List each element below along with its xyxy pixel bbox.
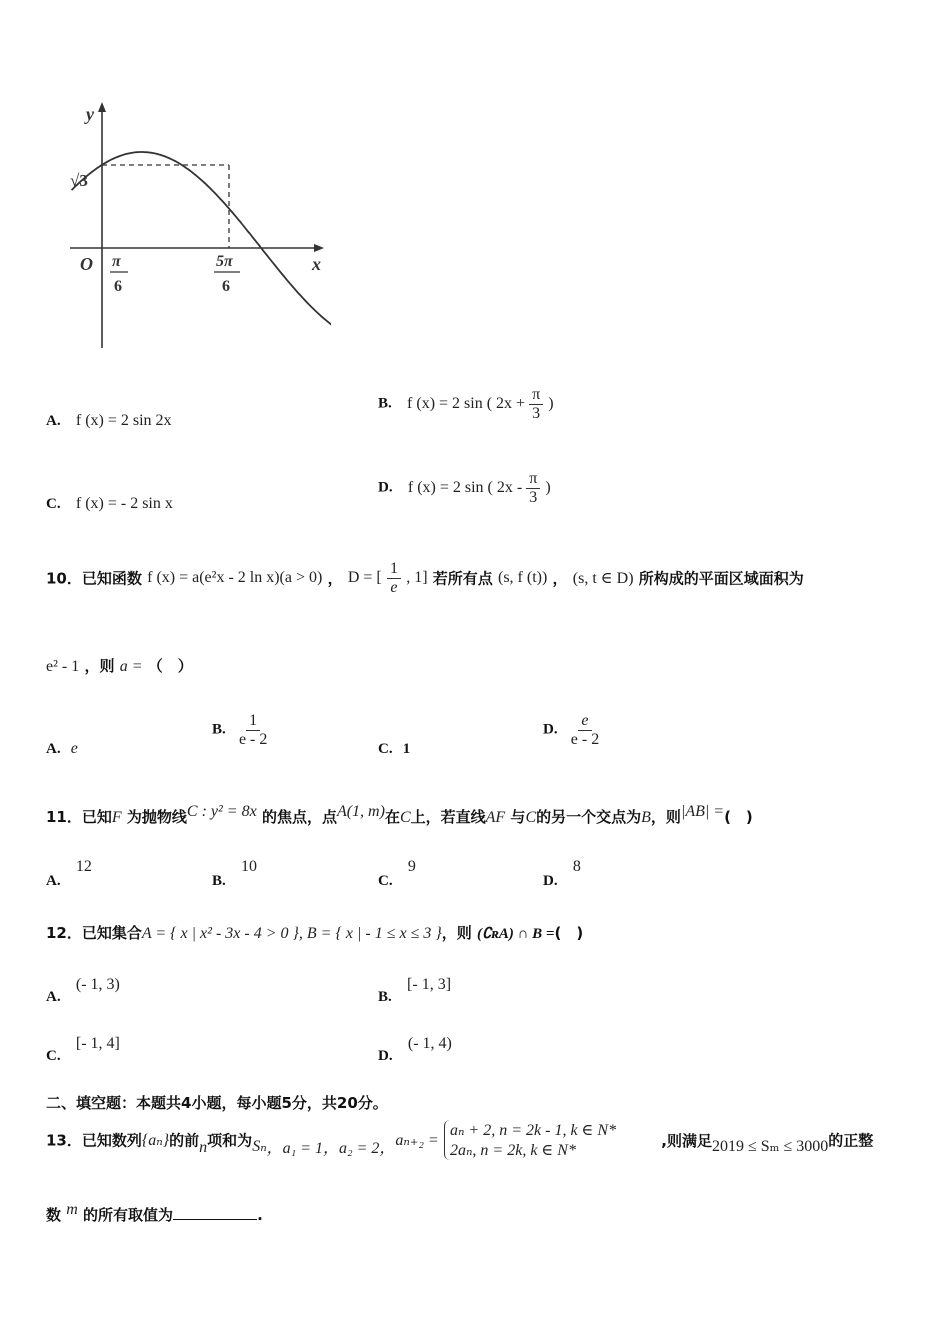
q13-t1: 的前 — [169, 1131, 200, 1150]
q10-point: (s, f (t)) — [498, 569, 548, 587]
answer-blank[interactable] — [173, 1205, 257, 1220]
option-fraction — [568, 712, 602, 748]
q12-set-b: , B = { x | - 1 ≤ x ≤ 3 } — [298, 925, 442, 942]
q9-option-a[interactable] — [46, 410, 172, 430]
fraction-denominator: e - 2 — [570, 730, 600, 748]
q11-t5: 与 — [510, 808, 526, 826]
option-text: 9 — [407, 858, 416, 875]
option-pre: f (x) = 2 sin ( 2x + — [407, 395, 530, 413]
option-letter: B. — [212, 873, 226, 889]
q11-number: 11．已知 — [46, 808, 112, 826]
q10-option-b[interactable] — [212, 712, 270, 748]
option-text: (- 1, 3) — [75, 976, 120, 993]
q11-option-b[interactable] — [212, 856, 258, 889]
q11-f: F — [111, 809, 122, 826]
option-letter: D. — [378, 1048, 393, 1064]
option-text: 1 — [402, 741, 411, 757]
q11-b: B — [641, 809, 651, 826]
q10-option-d[interactable] — [543, 712, 602, 748]
q9-option-c[interactable] — [46, 493, 173, 513]
q10-text1: 若所有点 — [432, 569, 493, 588]
q13-seq: {aₙ} — [141, 1132, 170, 1149]
option-text: e — [70, 740, 78, 757]
q10-domain-post: , 1] — [406, 569, 428, 587]
q10-paren: （ ） — [147, 657, 193, 675]
x-tick-1-num: π — [112, 253, 121, 270]
q13-t4: 的正整 — [828, 1131, 874, 1150]
option-post: ) — [545, 479, 551, 497]
q11-option-c[interactable] — [378, 856, 416, 889]
option-fraction — [526, 470, 540, 506]
q10-domain-fraction — [387, 560, 401, 596]
option-text: [- 1, 3] — [407, 976, 452, 993]
option-letter: B. — [378, 989, 392, 1005]
q13-case-1: aₙ + 2, n = 2k - 1, k ∈ N* — [449, 1122, 617, 1139]
option-pre: f (x) = 2 sin ( 2x - — [407, 479, 527, 497]
option-text: 8 — [572, 858, 581, 875]
x-tick-2-num: 5π — [216, 253, 233, 270]
q13-inequality: 2019 ≤ Sₘ ≤ 3000 — [712, 1138, 829, 1155]
sine-graph — [66, 98, 331, 353]
q12-option-a[interactable] — [46, 974, 120, 1005]
q10-domain-pre: D = [ — [347, 569, 382, 587]
q12-number: 12．已知集合 — [46, 924, 142, 942]
q13-end: . — [257, 1206, 263, 1224]
q12-paren: ( ) — [554, 924, 584, 942]
q11-t6: 的另一个交点为 — [536, 808, 642, 826]
q10-option-c[interactable] — [378, 738, 410, 758]
q11-stem — [46, 803, 753, 827]
q11-t1: 为抛物线 — [126, 808, 187, 826]
option-text: (- 1, 4) — [407, 1035, 452, 1052]
y-tick-label: √3 — [70, 171, 88, 190]
x-tick-1-den: 6 — [114, 278, 122, 295]
q10-func: f (x) = a(e²x - 2 ln x)(a > 0) — [147, 569, 323, 587]
option-letter: B. — [378, 395, 392, 412]
option-letter: A. — [46, 741, 61, 757]
option-post: ) — [548, 395, 554, 413]
q10-area: e² - 1 — [46, 658, 80, 675]
option-letter: A. — [46, 413, 61, 429]
y-axis-arrow — [98, 102, 106, 112]
q11-t2: 的焦点，点 — [261, 808, 337, 826]
q13-conditions: ，a₁ = 1，a₂ = 2， — [266, 1139, 396, 1157]
q13-t2: 项和为 — [207, 1131, 253, 1150]
q11-paren: ( ) — [724, 808, 753, 826]
fraction-denominator: e — [390, 578, 398, 596]
q10-sep1: ， — [327, 569, 343, 588]
q12-option-b[interactable] — [378, 974, 452, 1005]
q10-text2: 所构成的平面区域面积为 — [638, 569, 804, 588]
q11-point-a: A(1, m) — [336, 803, 385, 820]
q10-ask: a = — [119, 658, 143, 675]
option-letter: B. — [212, 721, 226, 738]
y-axis-label: y — [86, 104, 94, 124]
q10-stem — [46, 560, 804, 596]
q13-stem — [46, 1120, 873, 1160]
option-fraction — [529, 386, 543, 422]
q10-number: 10．已知函数 — [46, 569, 142, 588]
option-text: 10 — [241, 858, 258, 875]
option-letter: C. — [46, 496, 61, 512]
q12-set-a: A = { x | x² - 3x - 4 > 0 } — [141, 925, 299, 942]
q13-t5: 数 — [46, 1206, 62, 1224]
q10-stem-line2 — [46, 655, 193, 676]
fraction-numerator: 1 — [246, 712, 260, 731]
q12-stem — [46, 922, 583, 943]
option-text: [- 1, 4] — [75, 1035, 120, 1052]
q10-sep2: ， — [552, 569, 568, 588]
option-letter: A. — [46, 989, 61, 1005]
x-tick-2-den: 6 — [222, 278, 230, 295]
q13-number: 13．已知数列 — [46, 1131, 142, 1150]
q11-af: AF — [485, 809, 506, 826]
q12-option-d[interactable] — [378, 1033, 452, 1064]
q11-t4: 上，若直线 — [410, 808, 486, 826]
q13-sn: Sₙ — [252, 1138, 267, 1155]
q9-option-b[interactable] — [378, 386, 554, 422]
option-text: f (x) = 2 sin 2x — [75, 412, 172, 429]
q13-cases — [444, 1120, 616, 1160]
option-letter: C. — [378, 741, 393, 757]
option-letter: D. — [543, 721, 558, 738]
q11-curve: C : y² = 8x — [186, 803, 257, 820]
q11-c2: C — [525, 809, 537, 826]
q10-text3: ，则 — [84, 657, 115, 675]
fraction-denominator: e - 2 — [238, 730, 268, 748]
q10-cond: (s, t ∈ D) — [572, 570, 634, 588]
option-letter: C. — [46, 1048, 61, 1064]
q11-t7: ，则 — [650, 808, 681, 826]
fraction-denominator: 3 — [532, 404, 541, 422]
fraction-numerator: π — [529, 386, 543, 405]
q12-t1: ，则 — [441, 924, 472, 942]
fraction-numerator: π — [526, 470, 540, 489]
q12-option-c[interactable] — [46, 1033, 120, 1064]
q13-case-2: 2aₙ, n = 2k, k ∈ N* — [449, 1142, 576, 1159]
option-letter: C. — [378, 873, 393, 889]
q13-m: m — [66, 1201, 78, 1218]
q10-option-a[interactable] — [46, 738, 78, 758]
x-axis-label: x — [312, 254, 321, 274]
q11-t3: 在 — [384, 808, 400, 826]
q13-n: n — [199, 1139, 208, 1156]
q13-lhs: aₙ₊₂ = — [395, 1132, 439, 1149]
fraction-numerator: e — [578, 712, 591, 731]
section-2-heading: 二、填空题：本题共4小题，每小题5分，共20分。 — [46, 1094, 388, 1112]
fraction-numerator: 1 — [387, 560, 401, 579]
q11-option-a[interactable] — [46, 856, 92, 889]
option-text: f (x) = - 2 sin x — [75, 495, 173, 512]
x-axis-arrow — [314, 244, 324, 252]
option-fraction — [236, 712, 270, 748]
origin-label: O — [80, 254, 93, 274]
q13-t6: 的所有取值为 — [83, 1206, 174, 1224]
fraction-denominator: 3 — [529, 488, 538, 506]
q13-t3: ,则满足 — [661, 1131, 712, 1150]
option-letter: A. — [46, 873, 61, 889]
q13-stem-line2 — [46, 1201, 263, 1225]
q11-option-d[interactable] — [543, 856, 581, 889]
q11-c: C — [399, 809, 411, 826]
q12-expr: (∁ʀA) ∩ B = — [477, 926, 555, 942]
q9-option-d[interactable] — [378, 470, 551, 506]
option-text: 12 — [75, 858, 92, 875]
option-letter: D. — [378, 479, 393, 496]
option-letter: D. — [543, 873, 558, 889]
q11-ab: |AB| = — [680, 803, 725, 820]
